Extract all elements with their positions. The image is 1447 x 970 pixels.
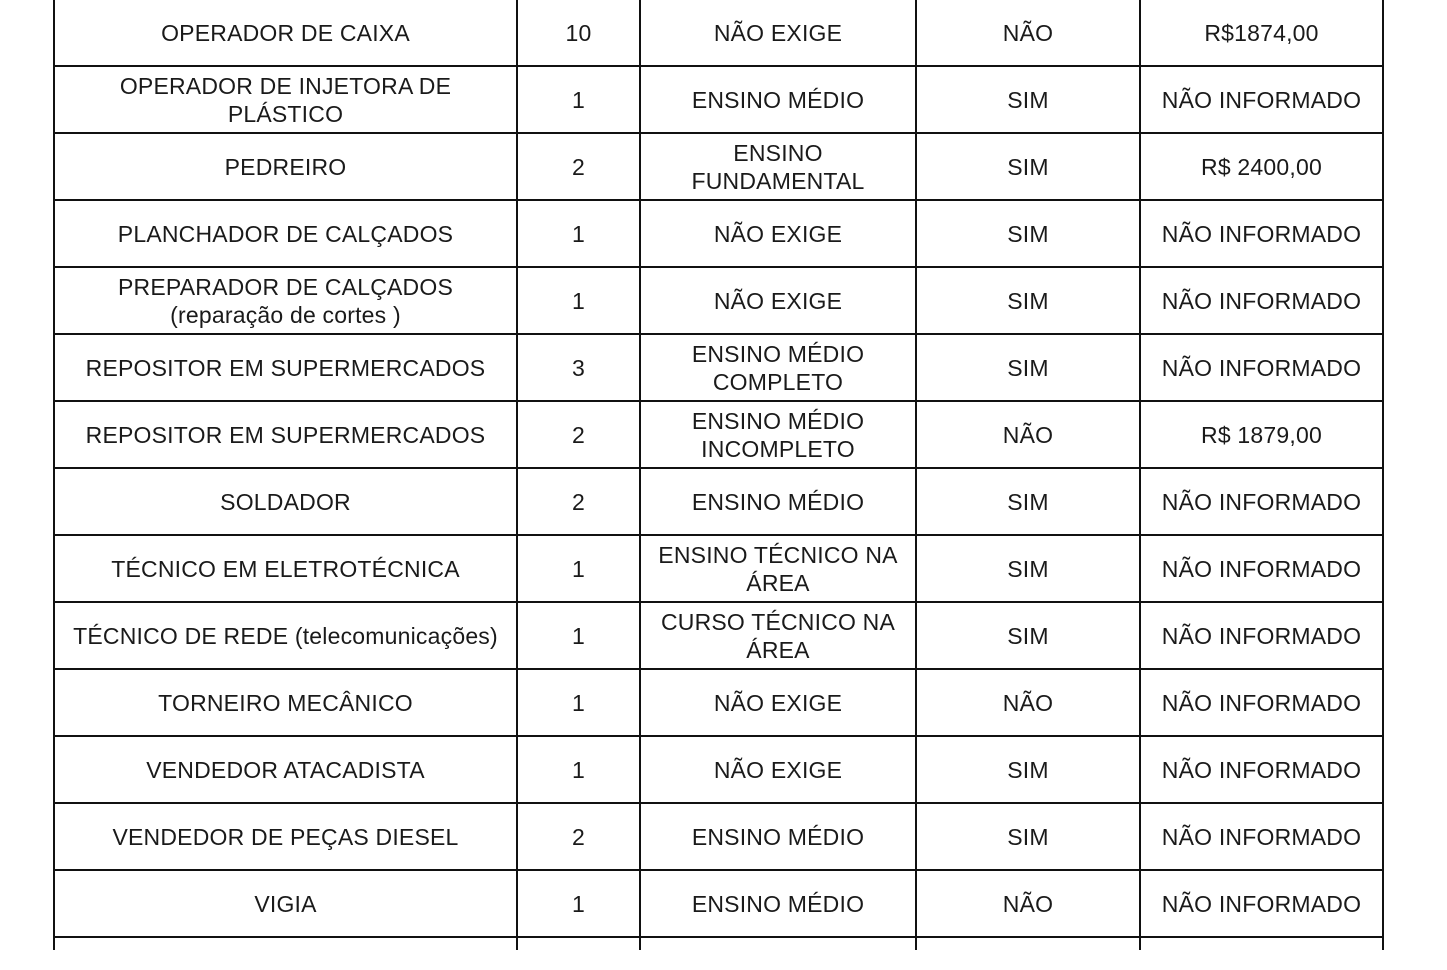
cell-vagas: 10 [517,0,640,66]
job-vacancies-table [53,0,1384,950]
cell-experiencia: NÃO [916,669,1140,736]
cell-escolaridade: NÃO EXIGE [640,669,916,736]
table-row [54,669,1383,736]
table-row [54,66,1383,133]
cell-vagas: 2 [517,468,640,535]
cell-vagas: 1 [517,736,640,803]
table-row [54,535,1383,602]
cell-escolaridade: NÃO EXIGE [640,267,916,334]
cell-salario: R$ 2400,00 [1140,133,1383,200]
cell-escolaridade: NÃO EXIGE [640,736,916,803]
cell-cargo: REPOSITOR EM SUPERMERCADOS [54,334,517,401]
cell-vagas: 1 [517,267,640,334]
cell-vagas: 2 [517,803,640,870]
cell-vagas: 2 [517,133,640,200]
cell-salario: NÃO INFORMADO [1140,200,1383,267]
table-row [54,468,1383,535]
cell-salario: NÃO INFORMADO [1140,267,1383,334]
table-body [54,0,1383,950]
cell-escolaridade: ENSINO TÉCNICO NA ÁREA [640,535,916,602]
cell-cargo: OPERADOR DE INJETORA DE PLÁSTICO [54,66,517,133]
cell-empty [54,937,517,950]
cell-empty [916,937,1140,950]
cell-escolaridade: ENSINO FUNDAMENTAL [640,133,916,200]
cell-escolaridade: ENSINO MÉDIO INCOMPLETO [640,401,916,468]
cell-cargo: VENDEDOR DE PEÇAS DIESEL [54,803,517,870]
cell-salario: NÃO INFORMADO [1140,870,1383,937]
cell-cargo: REPOSITOR EM SUPERMERCADOS [54,401,517,468]
cell-salario: NÃO INFORMADO [1140,669,1383,736]
cell-salario: R$ 1879,00 [1140,401,1383,468]
table-row [54,803,1383,870]
cell-experiencia: SIM [916,66,1140,133]
cell-experiencia: SIM [916,133,1140,200]
cell-vagas: 1 [517,200,640,267]
cell-salario: NÃO INFORMADO [1140,334,1383,401]
table-row [54,602,1383,669]
cell-cargo: PEDREIRO [54,133,517,200]
cell-escolaridade: NÃO EXIGE [640,0,916,66]
table-row [54,334,1383,401]
cell-vagas: 1 [517,66,640,133]
cell-empty [1140,937,1383,950]
table-row [54,401,1383,468]
cell-experiencia: NÃO [916,401,1140,468]
cell-salario: NÃO INFORMADO [1140,535,1383,602]
cell-experiencia: SIM [916,334,1140,401]
cell-experiencia: SIM [916,803,1140,870]
table-row-partial [54,937,1383,950]
cell-experiencia: SIM [916,468,1140,535]
cell-escolaridade: NÃO EXIGE [640,200,916,267]
cell-escolaridade: ENSINO MÉDIO [640,803,916,870]
cell-experiencia: SIM [916,602,1140,669]
table-row [54,870,1383,937]
cell-salario: NÃO INFORMADO [1140,602,1383,669]
cell-experiencia: SIM [916,200,1140,267]
cell-cargo: PREPARADOR DE CALÇADOS (reparação de cortes ) [54,267,517,334]
cell-cargo: VENDEDOR ATACADISTA [54,736,517,803]
cell-salario: NÃO INFORMADO [1140,468,1383,535]
cell-cargo: TÉCNICO DE REDE (telecomunicações) [54,602,517,669]
cell-vagas: 1 [517,602,640,669]
cell-cargo: SOLDADOR [54,468,517,535]
cell-escolaridade: ENSINO MÉDIO [640,468,916,535]
cell-vagas: 2 [517,401,640,468]
cell-vagas: 1 [517,535,640,602]
cell-experiencia: NÃO [916,0,1140,66]
table-row [54,200,1383,267]
cell-empty [640,937,916,950]
cell-vagas: 3 [517,334,640,401]
cell-escolaridade: ENSINO MÉDIO [640,66,916,133]
cell-cargo: VIGIA [54,870,517,937]
cell-vagas: 1 [517,870,640,937]
cell-experiencia: SIM [916,267,1140,334]
cell-vagas: 1 [517,669,640,736]
cell-cargo: PLANCHADOR DE CALÇADOS [54,200,517,267]
cell-salario: NÃO INFORMADO [1140,803,1383,870]
cell-salario: R$1874,00 [1140,0,1383,66]
cell-salario: NÃO INFORMADO [1140,66,1383,133]
table-row [54,0,1383,66]
table-row [54,736,1383,803]
cell-cargo: TÉCNICO EM ELETROTÉCNICA [54,535,517,602]
cell-empty [517,937,640,950]
table-row [54,133,1383,200]
cell-escolaridade: ENSINO MÉDIO COMPLETO [640,334,916,401]
cell-experiencia: SIM [916,535,1140,602]
cell-cargo: TORNEIRO MECÂNICO [54,669,517,736]
cell-escolaridade: CURSO TÉCNICO NA ÁREA [640,602,916,669]
cell-experiencia: SIM [916,736,1140,803]
table-row [54,267,1383,334]
cell-salario: NÃO INFORMADO [1140,736,1383,803]
cell-cargo: OPERADOR DE CAIXA [54,0,517,66]
cell-experiencia: NÃO [916,870,1140,937]
cell-escolaridade: ENSINO MÉDIO [640,870,916,937]
